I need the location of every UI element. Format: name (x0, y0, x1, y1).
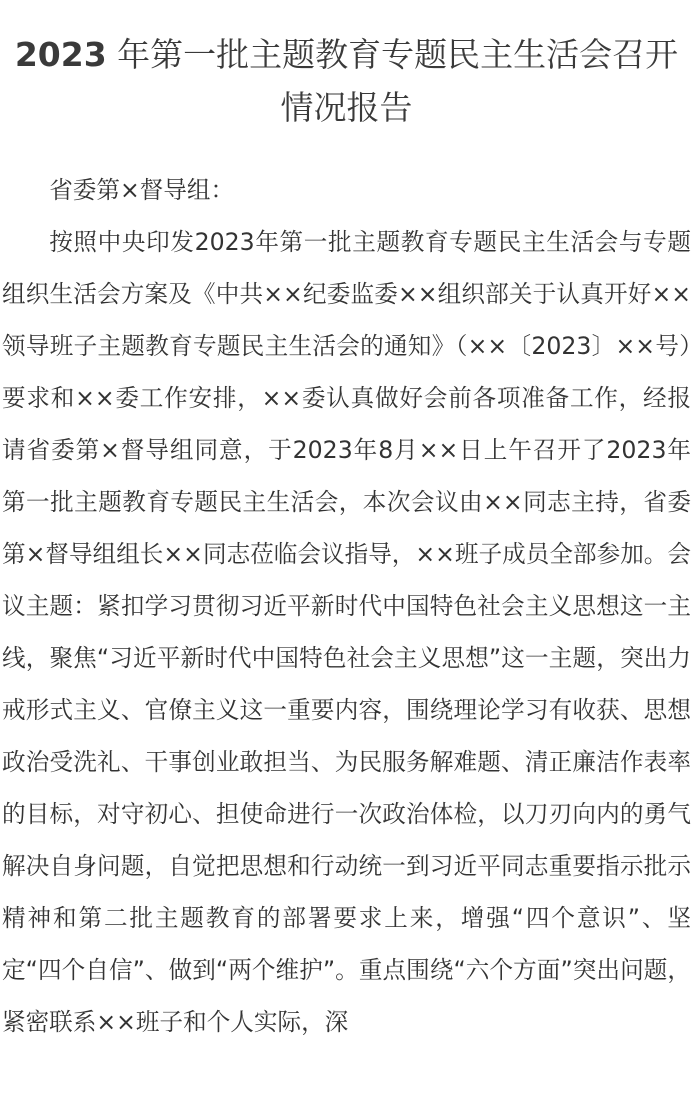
document-body (0, 164, 693, 1048)
salutation: 省委第×督导组： (49, 176, 235, 204)
title-text: 年第一批主题教育专题民主生活会召开情况报告 (117, 35, 679, 127)
document-title (0, 0, 693, 134)
title-year: 2023 (14, 35, 107, 74)
body-paragraph: 按照中央印发2023年第一批主题教育专题民主生活会与专题组织生活会方案及《中共××纪委监委××组织部关于认真开好××领导班子主题教育专题民主生活会的通知》（××〔2023〕××号）要求和××委工作安排，××委认真做好会前各项准备工作，经报请省委第×督导组同意，于2023年8月××日上午召开了2023年第一批主题教育专题民主生活会，本次会议由××同志主持，省委第×督导组组长××同志莅临会议指导，××班子成员全部参加。会议主题：紧扣学习贯彻习近平新时代中国特色社会主义思想这一主线，聚焦“习近平新时代中国特色社会主义思想”这一主题，突出力戒形式主义、官僚主义这一重要内容，围绕理论学习有收获、思想政治受洗礼、干事创业敢担当、为民服务解难题、清正廉洁作表率的目标，对守初心、担使命进行一次政治体检，以刀刃向内的勇气解决自身问题，自觉把思想和行动统一到习近平同志重要指示批示精神和第二批主题教育的部署要求上来，增强“四个意识”、坚定“四个自信”、做到“两个维护”。重点围绕“六个方面”突出问题，紧密联系××班子和个人实际，深 (2, 228, 691, 1036)
